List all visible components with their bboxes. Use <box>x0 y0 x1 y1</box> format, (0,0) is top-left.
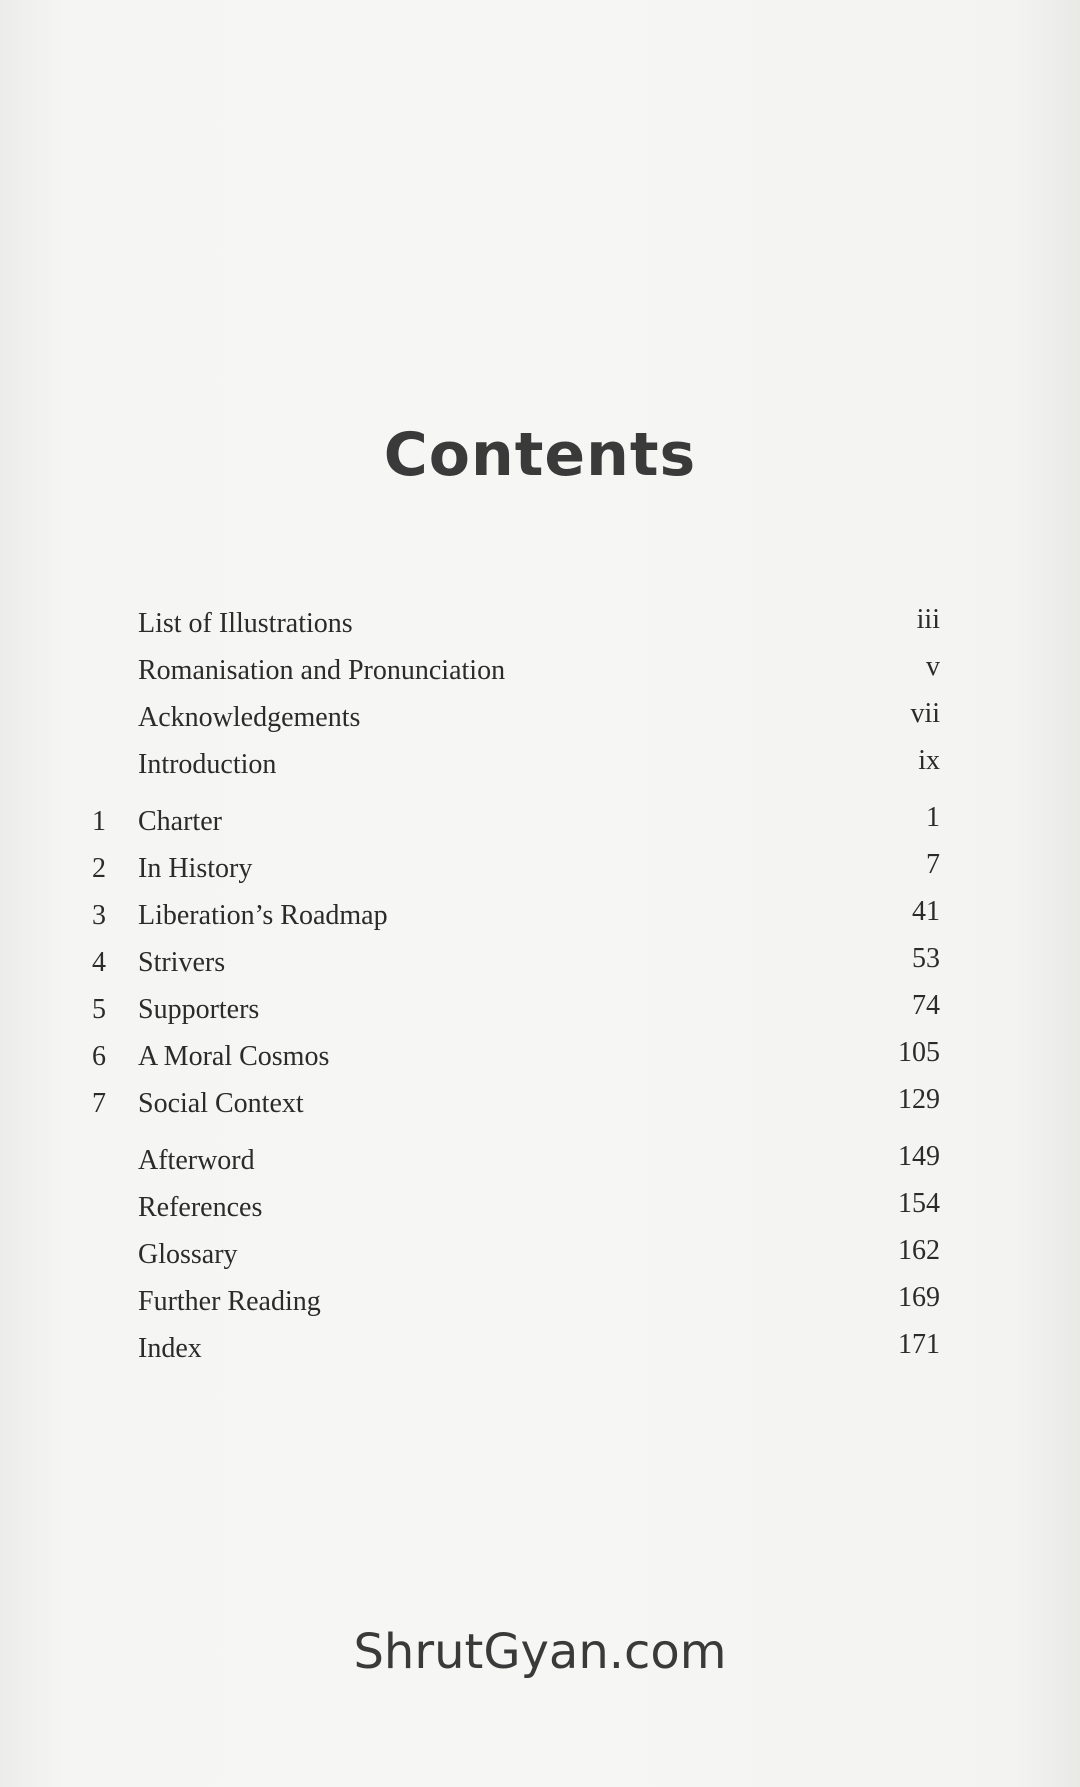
toc-chapter <box>80 1080 940 1127</box>
toc-entry-page: ix <box>918 745 940 776</box>
toc-entry-page: vii <box>910 698 940 729</box>
toc-chapter <box>80 986 940 1033</box>
toc-entry <box>80 694 940 741</box>
toc-chapter <box>80 939 940 986</box>
chapter-number: 7 <box>92 1088 106 1119</box>
page-title: Contents <box>383 420 697 490</box>
chapter-title: Social Context <box>138 1088 304 1119</box>
chapter-page: 1 <box>926 802 940 833</box>
toc-entry-label: Glossary <box>138 1239 238 1270</box>
toc-entry <box>80 647 940 694</box>
chapter-title: A Moral Cosmos <box>138 1041 330 1072</box>
chapter-title: Charter <box>138 806 222 837</box>
chapter-number: 2 <box>92 853 106 884</box>
toc-entry <box>80 1137 940 1184</box>
toc-entry-page: iii <box>916 604 940 635</box>
toc-entry-page: v <box>926 651 940 682</box>
chapter-number: 3 <box>92 900 106 931</box>
chapter-number: 6 <box>92 1041 106 1072</box>
toc-entry-page: 162 <box>898 1235 940 1266</box>
chapter-number: 1 <box>92 806 106 837</box>
toc-entry-label: Afterword <box>138 1145 255 1176</box>
chapter-title: Strivers <box>138 947 226 978</box>
toc-entry <box>80 1278 940 1325</box>
chapter-page: 74 <box>912 990 940 1021</box>
toc-chapter <box>80 798 940 845</box>
chapter-title: In History <box>138 853 253 884</box>
chapter-page: 7 <box>926 849 940 880</box>
toc-entry-label: Further Reading <box>138 1286 321 1317</box>
chapter-page: 129 <box>898 1084 940 1115</box>
toc-entry-label: References <box>138 1192 263 1223</box>
toc-entry-label: Acknowledgements <box>138 702 361 733</box>
chapter-page: 105 <box>898 1037 940 1068</box>
toc-entry-label: List of Illustrations <box>138 608 353 639</box>
table-of-contents <box>80 600 940 1372</box>
toc-entry-page: 149 <box>898 1141 940 1172</box>
toc-entry <box>80 1231 940 1278</box>
toc-entry-page: 154 <box>898 1188 940 1219</box>
toc-entry <box>80 741 940 788</box>
chapter-title: Liberation’s Roadmap <box>138 900 388 931</box>
toc-entry <box>80 600 940 647</box>
toc-entry <box>80 1184 940 1231</box>
toc-entry <box>80 1325 940 1372</box>
chapter-number: 5 <box>92 994 106 1025</box>
toc-chapter <box>80 892 940 939</box>
chapter-page: 41 <box>912 896 940 927</box>
toc-entry-label: Introduction <box>138 749 277 780</box>
chapter-page: 53 <box>912 943 940 974</box>
toc-entry-page: 171 <box>898 1329 940 1360</box>
toc-chapter <box>80 1033 940 1080</box>
toc-chapter <box>80 845 940 892</box>
watermark: ShrutGyan.com <box>353 1624 727 1680</box>
toc-entry-label: Index <box>138 1333 202 1364</box>
toc-entry-page: 169 <box>898 1282 940 1313</box>
toc-entry-label: Romanisation and Pronunciation <box>138 655 506 686</box>
chapter-title: Supporters <box>138 994 260 1025</box>
chapter-number: 4 <box>92 947 106 978</box>
